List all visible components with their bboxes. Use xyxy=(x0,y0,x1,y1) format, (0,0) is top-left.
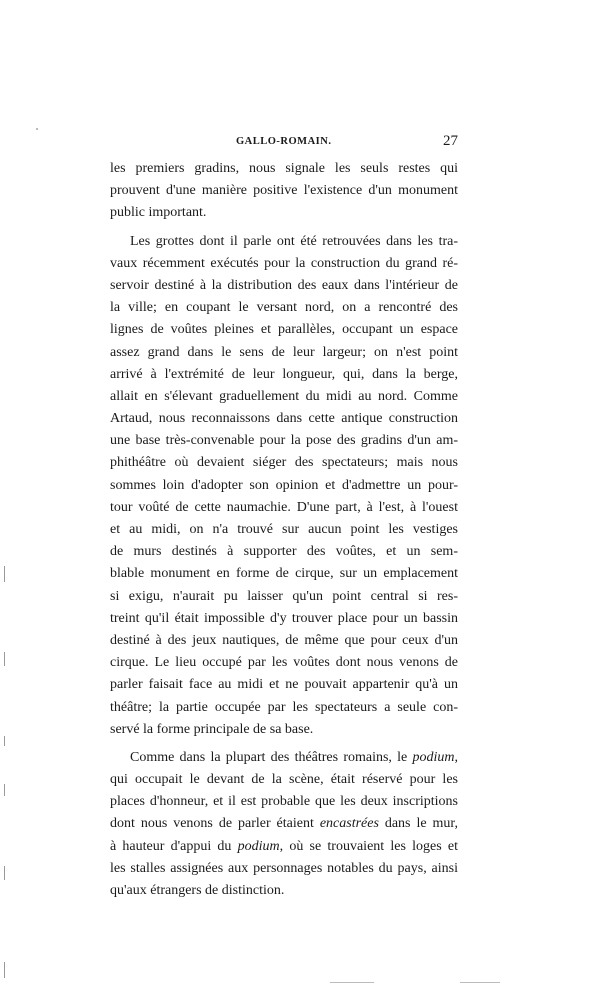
scan-margin-mark xyxy=(4,736,5,746)
scan-speck xyxy=(36,128,38,130)
running-title: GALLO-ROMAIN. xyxy=(236,136,332,147)
text-line: Comme dans la plupart des théâtres romains, le podium, xyxy=(130,749,458,765)
scan-margin-mark xyxy=(4,566,5,582)
scan-margin-mark xyxy=(4,866,5,880)
text-line: Les grottes dont il parle ont été retrouvées dans les tra- xyxy=(130,233,458,249)
text-line: si exigu, n'aurait pu laisser qu'un point central si res- xyxy=(110,588,458,604)
scan-speck xyxy=(330,982,374,983)
body-text xyxy=(110,158,458,902)
text-line: arrivé à l'extrémité de leur longueur, qui, dans la berge, xyxy=(110,366,458,382)
text-line: blable monument en forme de cirque, sur un emplacement xyxy=(110,566,458,582)
text-line: dont nous venons de parler étaient encastrées dans le mur, xyxy=(110,816,458,832)
text-line: qu'aux étrangers de distinction. xyxy=(110,883,285,898)
text-line: vaux récemment exécutés pour la construction du grand ré- xyxy=(110,255,458,271)
text-line: théâtre; la partie occupée par les spectateurs a seule con- xyxy=(110,699,458,715)
text-line: de murs destinés à supporter des voûtes, et un sem- xyxy=(110,544,458,560)
paragraph-1 xyxy=(110,158,458,225)
paragraph-3 xyxy=(110,747,458,902)
text-line: phithéâtre où devaient siéger des spectateurs; mais nous xyxy=(110,455,458,471)
text-line: destiné à des jeux nautiques, de même que pour ceux d'un xyxy=(110,632,458,648)
text-line: une base très-convenable pour la pose des gradins d'un am- xyxy=(110,433,458,449)
page-number: 27 xyxy=(443,133,458,149)
text-line: servoir destiné à la distribution des eaux dans l'intérieur de xyxy=(110,277,458,293)
text-line: lignes de voûtes pleines et parallèles, occupant un espace xyxy=(110,322,458,338)
paragraph-2 xyxy=(110,231,458,741)
text-line: treint qu'il était impossible d'y trouver place pour un bassin xyxy=(110,610,458,626)
text-line: prouvent d'une manière positive l'existence d'un monument xyxy=(110,183,458,199)
text-line: servé la forme principale de sa base. xyxy=(110,721,314,737)
text-line: places d'honneur, et il est probable que les deux inscriptions xyxy=(110,794,458,810)
text-line: sommes loin d'adopter son opinion et d'admettre un pour- xyxy=(110,477,458,493)
text-line: à hauteur d'appui du podium, où se trouvaient les loges et xyxy=(110,838,458,854)
text-line: la ville; en coupant le versant nord, on a rencontré des xyxy=(110,300,458,316)
text-line: qui occupait le devant de la scène, était réservé pour les xyxy=(110,772,458,788)
running-head xyxy=(110,133,458,153)
text-line: les stalles assignées aux personnages notables du pays, ainsi xyxy=(110,860,458,876)
scan-speck xyxy=(460,982,500,983)
text-line: public important. xyxy=(110,205,207,221)
text-line: assez grand dans le sens de leur largeur; on n'est point xyxy=(110,344,458,360)
text-line: allait en s'élevant graduellement du midi au nord. Comme xyxy=(110,388,458,404)
scan-margin-mark xyxy=(4,652,5,666)
text-line: parler faisait face au midi et ne pouvait appartenir qu'à un xyxy=(110,677,458,693)
text-line: les premiers gradins, nous signale les seuls restes qui xyxy=(110,161,458,176)
text-line: tour voûté de cette naumachie. D'une part, à l'est, à l'ouest xyxy=(110,499,458,515)
text-line: cirque. Le lieu occupé par les voûtes dont nous venons de xyxy=(110,655,458,671)
text-line: Artaud, nous reconnaissons dans cette antique construction xyxy=(110,411,458,427)
scan-margin-mark xyxy=(4,784,5,796)
scan-margin-mark xyxy=(4,962,5,978)
text-line: et au midi, on n'a trouvé sur aucun point les vestiges xyxy=(110,522,458,537)
